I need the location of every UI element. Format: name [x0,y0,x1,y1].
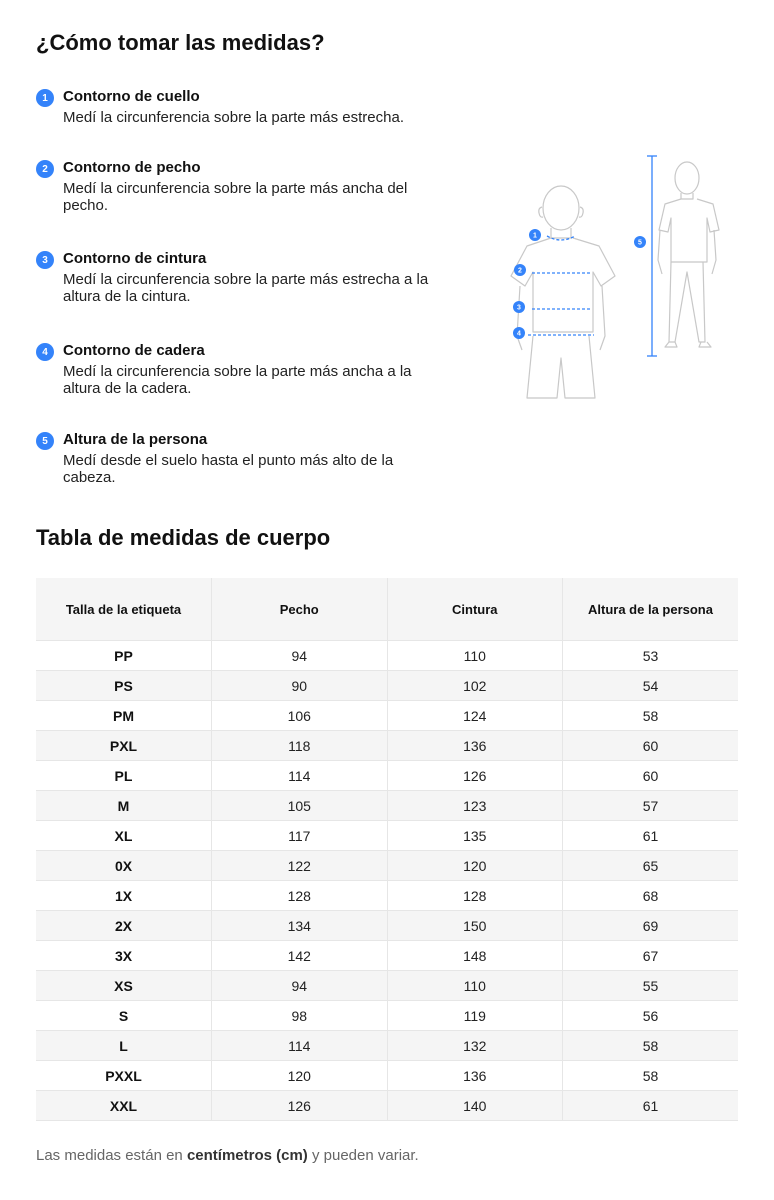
table-row [36,791,738,821]
measure-cell: 132 [387,1031,563,1061]
measure-cell: 122 [212,851,388,881]
measure-cell: 90 [212,671,388,701]
units-note-text: y pueden variar. [307,1147,419,1164]
size-cell: L [36,1031,212,1061]
measure-cell: 105 [212,791,388,821]
measure-cell: 61 [563,1091,739,1121]
table-row [36,641,738,671]
measure-cell: 61 [563,821,739,851]
measure-cell: 94 [212,641,388,671]
step-description: Medí la circunferencia sobre la parte más estrecha. [63,109,404,126]
step-description: Medí la circunferencia sobre la parte más estrecha a la altura de la cintura. [63,271,429,305]
measure-cell: 126 [387,761,563,791]
measure-cell: 68 [563,881,739,911]
size-cell: PXXL [36,1061,212,1091]
step-title: Contorno de pecho [63,159,201,176]
size-cell: PS [36,671,212,701]
column-header-size: Talla de la etiqueta [36,578,212,641]
table-row [36,761,738,791]
measure-cell: 54 [563,671,739,701]
step-number-badge: 1 [36,89,54,107]
table-title: Tabla de medidas de cuerpo [36,525,331,550]
measure-cell: 60 [563,761,739,791]
measure-cell: 58 [563,1031,739,1061]
size-cell: 3X [36,941,212,971]
column-header-waist: Cintura [387,578,563,641]
measure-cell: 67 [563,941,739,971]
table-row [36,941,738,971]
size-cell: PXL [36,731,212,761]
size-cell: 0X [36,851,212,881]
table-row [36,1091,738,1121]
measure-cell: 136 [387,1061,563,1091]
table-row [36,1061,738,1091]
step-description: Medí la circunferencia sobre la parte más ancha a la altura de la cadera. [63,363,412,397]
table-row [36,881,738,911]
measure-cell: 110 [387,971,563,1001]
measure-cell: 120 [387,851,563,881]
step-title: Contorno de cintura [63,250,207,267]
size-cell: PP [36,641,212,671]
measure-cell: 114 [212,1031,388,1061]
table-row [36,911,738,941]
step-title: Contorno de cuello [63,88,200,105]
measure-cell: 60 [563,731,739,761]
measure-cell: 58 [563,701,739,731]
size-cell: M [36,791,212,821]
column-header-chest: Pecho [212,578,388,641]
size-cell: 1X [36,881,212,911]
measure-cell: 114 [212,761,388,791]
step-title: Altura de la persona [63,431,208,448]
measure-cell: 98 [212,1001,388,1031]
units-note-bold: centímetros (cm) [186,1147,308,1164]
measure-cell: 134 [212,911,388,941]
measure-cell: 102 [387,671,563,701]
measure-cell: 135 [387,821,563,851]
step-description: Medí desde el suelo hasta el punto más alto de la cabeza. [63,452,394,486]
measure-cell: 120 [212,1061,388,1091]
step-description: Medí la circunferencia sobre la parte más ancha del pecho. [63,180,408,214]
table-row [36,851,738,881]
size-cell: XXL [36,1091,212,1121]
size-cell: PM [36,701,212,731]
measure-cell: 117 [212,821,388,851]
measure-cell: 106 [212,701,388,731]
size-table [36,578,738,1121]
table-row [36,971,738,1001]
measure-cell: 57 [563,791,739,821]
measure-cell: 118 [212,731,388,761]
measure-cell: 123 [387,791,563,821]
measure-cell: 124 [387,701,563,731]
measure-cell: 56 [563,1001,739,1031]
table-row [36,671,738,701]
page-title: ¿Cómo tomar las medidas? [36,30,325,55]
measure-cell: 142 [212,941,388,971]
table-header-row [36,578,738,641]
measure-cell: 55 [563,971,739,1001]
table-row [36,1031,738,1061]
body-outline-icon [500,150,750,405]
measure-cell: 58 [563,1061,739,1091]
step-number-badge: 4 [36,343,54,361]
measurement-illustration [500,150,750,405]
column-header-height: Altura de la persona [563,578,739,641]
measure-cell: 65 [563,851,739,881]
measure-cell: 136 [387,731,563,761]
marker-label: 3 [517,304,521,312]
step-number-badge: 3 [36,251,54,269]
table-row [36,1001,738,1031]
measure-cell: 128 [387,881,563,911]
measure-cell: 150 [387,911,563,941]
table-row [36,701,738,731]
marker-label: 1 [533,232,537,240]
measure-cell: 140 [387,1091,563,1121]
marker-label: 5 [638,239,642,247]
size-cell: S [36,1001,212,1031]
measure-cell: 110 [387,641,563,671]
size-cell: 2X [36,911,212,941]
units-note-text: Las medidas están en [36,1147,187,1164]
measure-cell: 69 [563,911,739,941]
measure-cell: 126 [212,1091,388,1121]
measure-cell: 94 [212,971,388,1001]
measure-cell: 148 [387,941,563,971]
units-note [36,1147,419,1164]
size-cell: PL [36,761,212,791]
marker-label: 4 [517,330,521,338]
marker-label: 2 [518,267,522,275]
table-row [36,731,738,761]
measure-cell: 119 [387,1001,563,1031]
step-number-badge: 5 [36,432,54,450]
step-number-badge: 2 [36,160,54,178]
size-cell: XL [36,821,212,851]
measure-cell: 53 [563,641,739,671]
measure-cell: 128 [212,881,388,911]
step-title: Contorno de cadera [63,342,205,359]
size-cell: XS [36,971,212,1001]
table-row [36,821,738,851]
